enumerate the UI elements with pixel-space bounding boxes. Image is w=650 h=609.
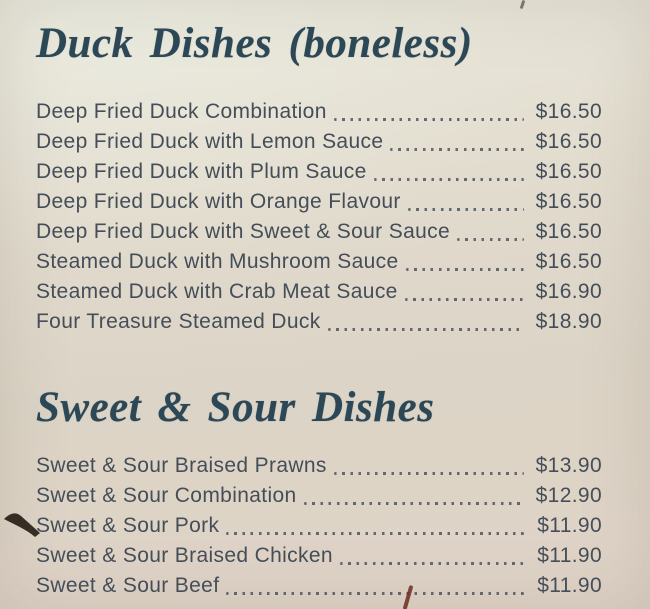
section-title: Duck Dishes (boneless) [36,20,473,67]
item-name: Sweet & Sour Combination [36,484,297,507]
dot-leader [340,562,524,565]
item-price: $18.90 [535,310,602,333]
menu-item-row [36,160,602,190]
dot-leader [390,148,524,151]
item-price: $12.90 [535,484,602,507]
item-price: $16.50 [535,100,602,123]
menu-item-row [36,484,602,514]
dot-leader [226,532,524,535]
menu-item-row [36,250,602,280]
item-price: $11.90 [537,574,602,597]
item-name: Deep Fried Duck Combination [36,100,327,123]
dot-leader [406,268,524,271]
menu-item-row [36,454,602,484]
item-price: $13.90 [535,454,602,477]
item-price: $16.50 [535,220,602,243]
menu-item-row [36,100,602,130]
item-name: Deep Fried Duck with Plum Sauce [36,160,367,183]
item-price: $16.50 [535,190,602,213]
item-price: $11.90 [537,514,602,537]
menu-item-row [36,130,602,160]
item-name: Deep Fried Duck with Lemon Sauce [36,130,384,153]
item-price: $16.50 [535,160,602,183]
dot-leader [304,502,524,505]
menu-item-row [36,190,602,220]
item-name: Sweet & Sour Beef [36,574,220,597]
menu-item-row [36,280,602,310]
dot-leader [408,208,524,211]
dot-leader [226,592,524,595]
item-price: $11.90 [537,544,602,567]
item-name: Sweet & Sour Braised Chicken [36,544,333,567]
section-items [36,100,602,340]
section-title: Sweet & Sour Dishes [36,384,435,431]
item-name: Steamed Duck with Crab Meat Sauce [36,280,398,303]
item-name: Deep Fried Duck with Sweet & Sour Sauce [36,220,451,243]
menu-item-row [36,514,602,544]
item-name: Sweet & Sour Pork [36,514,220,537]
dot-leader [334,118,524,121]
item-price: $16.50 [535,250,602,273]
arrow-pen-mark [2,510,42,540]
item-price: $16.50 [535,130,602,153]
menu-section [36,384,602,604]
item-name: Four Treasure Steamed Duck [36,310,321,333]
dot-leader [457,238,524,241]
menu-item-row [36,544,602,574]
item-name: Steamed Duck with Mushroom Sauce [36,250,399,273]
dot-leader [334,472,524,475]
item-name: Sweet & Sour Braised Prawns [36,454,327,477]
menu-item-row [36,220,602,250]
dot-leader [405,298,524,301]
section-items [36,454,602,604]
dot-leader [374,178,524,181]
item-price: $16.90 [535,280,602,303]
item-name: Deep Fried Duck with Orange Flavour [36,190,401,213]
menu-section [36,20,602,340]
dot-leader [328,328,524,331]
menu-item-row [36,574,602,604]
menu-item-row [36,310,602,340]
